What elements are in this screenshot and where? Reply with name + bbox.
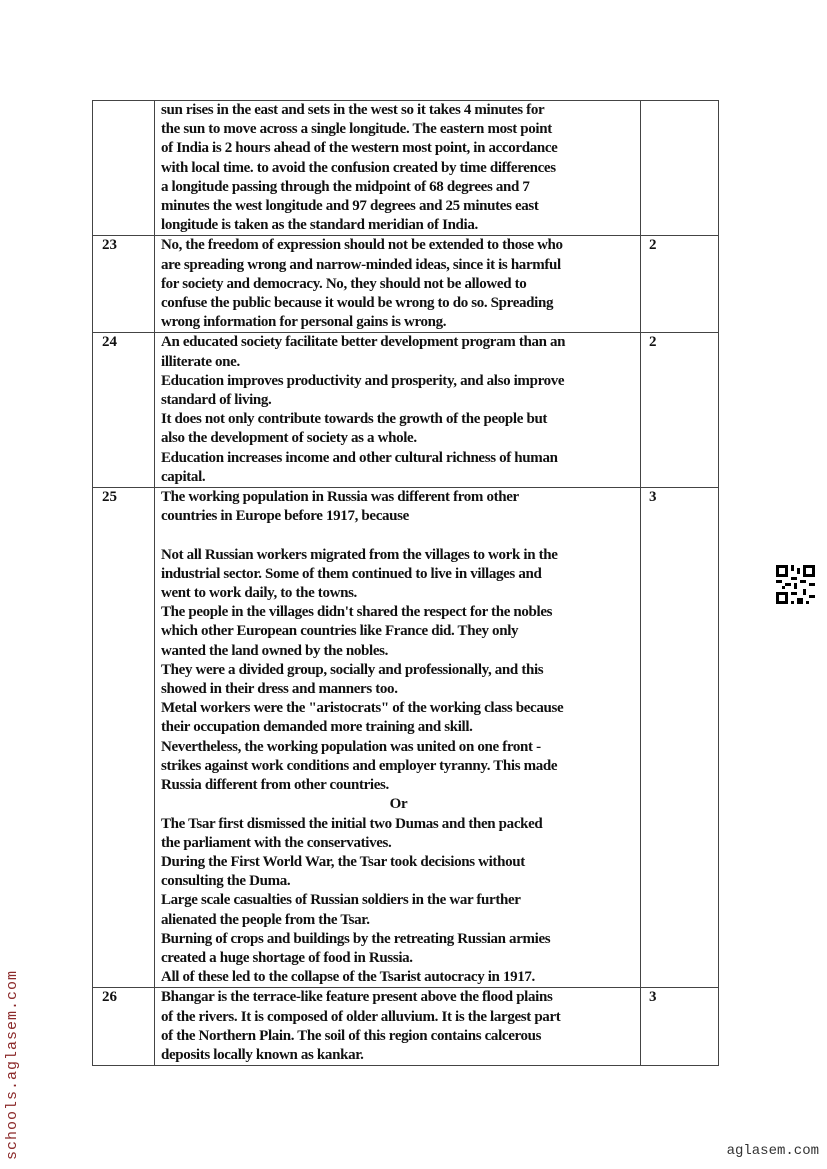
table-row: [93, 101, 719, 236]
watermark-right: aglasem.com: [726, 1143, 819, 1159]
answer-table: [92, 100, 719, 1066]
answer-line: strikes against work conditions and employer tyranny. This made: [161, 757, 558, 774]
answer-line: are spreading wrong and narrow-minded ideas, since it is harmful: [161, 256, 561, 273]
answer-line: confuse the public because it would be wrong to do so. Spreading: [161, 295, 554, 312]
table-row: [93, 988, 719, 1066]
table-row: [93, 333, 719, 488]
answer-line: Metal workers were the "aristocrats" of the working class because: [161, 700, 564, 717]
answer-line: They were a divided group, socially and professionally, and this: [161, 661, 544, 678]
answer-line: consulting the Duma.: [161, 873, 291, 890]
answer-line: illiterate one.: [161, 353, 240, 370]
answer-line: their occupation demanded more training and skill.: [161, 719, 473, 736]
question-number: 25: [93, 488, 155, 988]
question-number: 23: [93, 236, 155, 333]
question-number: 26: [93, 988, 155, 1066]
answer-line: the parliament with the conservatives.: [161, 834, 392, 851]
qr-code-icon[interactable]: [776, 565, 815, 604]
table-row: [93, 488, 719, 988]
answer-line: All of these led to the collapse of the Tsarist autocracy in 1917.: [161, 969, 535, 986]
answer-text: [155, 101, 641, 236]
marks: 3: [641, 988, 719, 1066]
answer-line: alienated the people from the Tsar.: [161, 911, 370, 928]
answer-line: The working population in Russia was different from other: [161, 489, 519, 506]
question-number: [93, 101, 155, 236]
or-separator: Or: [389, 796, 408, 813]
answer-line: longitude is taken as the standard meridian of India.: [161, 217, 478, 234]
answer-text: [155, 488, 641, 988]
marks: [641, 101, 719, 236]
question-number: 24: [93, 333, 155, 488]
answer-line: also the development of society as a whole.: [161, 430, 417, 447]
answer-line: showed in their dress and manners too.: [161, 681, 398, 698]
answer-line: of India is 2 hours ahead of the western most point, in accordance: [161, 140, 558, 157]
answer-line: No, the freedom of expression should not be extended to those who: [161, 237, 563, 254]
answer-line: capital.: [161, 468, 206, 485]
answer-line: of the Northern Plain. The soil of this region contains calcerous: [161, 1027, 542, 1044]
answer-line: It does not only contribute towards the growth of the people but: [161, 411, 548, 428]
marks: 2: [641, 333, 719, 488]
answer-text: [155, 333, 641, 488]
answer-line: which other European countries like France did. They only: [161, 623, 519, 640]
answer-line: Not all Russian workers migrated from the villages to work in the: [161, 546, 558, 563]
answer-line: a longitude passing through the midpoint of 68 degrees and 7: [161, 178, 530, 195]
answer-line: Burning of crops and buildings by the retreating Russian armies: [161, 930, 551, 947]
answer-line: wrong information for personal gains is wrong.: [161, 314, 447, 331]
answer-line: standard of living.: [161, 392, 272, 409]
answer-line: The people in the villages didn't shared the respect for the nobles: [161, 604, 553, 621]
answer-line: Bhangar is the terrace-like feature present above the flood plains: [161, 989, 553, 1006]
answer-line: [161, 526, 636, 545]
answer-line: deposits locally known as kankar.: [161, 1046, 364, 1063]
answer-text: [155, 236, 641, 333]
answer-line: Large scale casualties of Russian soldiers in the war further: [161, 892, 521, 909]
answer-line: with local time. to avoid the confusion created by time differences: [161, 159, 556, 176]
answer-line: Education increases income and other cultural richness of human: [161, 449, 558, 466]
watermark-left: schools.aglasem.com: [4, 969, 21, 1160]
answer-line: Nevertheless, the working population was united on one front -: [161, 738, 541, 755]
answer-line: Education improves productivity and prosperity, and also improve: [161, 372, 565, 389]
answer-line: the sun to move across a single longitude. The eastern most point: [161, 121, 552, 138]
answer-line: Russia different from other countries.: [161, 777, 389, 794]
marks: 3: [641, 488, 719, 988]
marks: 2: [641, 236, 719, 333]
answer-line: sun rises in the east and sets in the west so it takes 4 minutes for: [161, 102, 545, 118]
answer-line: countries in Europe before 1917, because: [161, 508, 409, 525]
answer-line: The Tsar first dismissed the initial two Dumas and then packed: [161, 815, 543, 832]
answer-line: During the First World War, the Tsar took decisions without: [161, 853, 525, 870]
answer-line: minutes the west longitude and 97 degrees and 25 minutes east: [161, 198, 539, 215]
answer-line: created a huge shortage of food in Russia.: [161, 949, 413, 966]
answer-text: [155, 988, 641, 1066]
answer-line: wanted the land owned by the nobles.: [161, 642, 389, 659]
answer-line: of the rivers. It is composed of older alluvium. It is the largest part: [161, 1008, 561, 1025]
table-row: [93, 236, 719, 333]
answer-line: for society and democracy. No, they should not be allowed to: [161, 275, 527, 292]
answer-line: went to work daily, to the towns.: [161, 585, 357, 602]
answer-line: An educated society facilitate better development program than an: [161, 334, 566, 351]
answer-line: industrial sector. Some of them continued to live in villages and: [161, 565, 542, 582]
